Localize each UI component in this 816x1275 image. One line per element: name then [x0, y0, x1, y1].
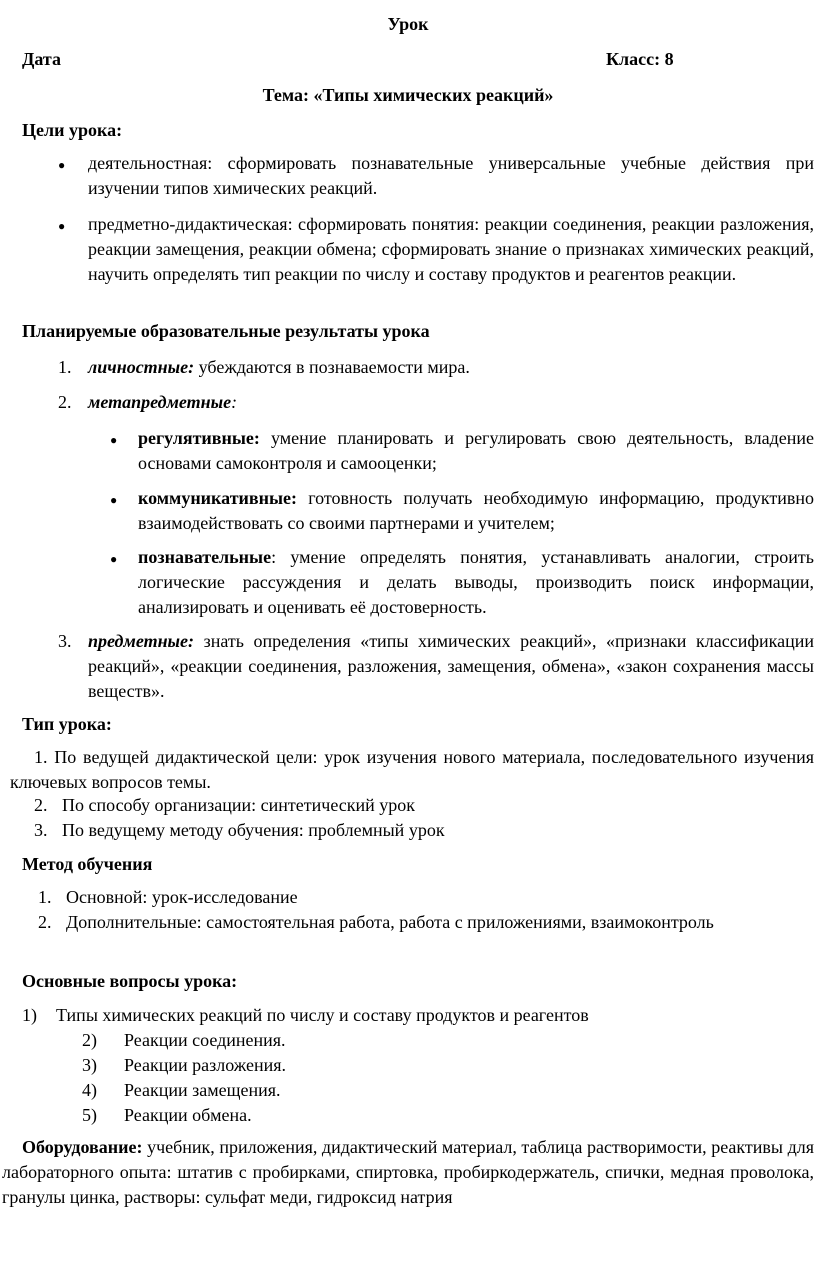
- results-personal: [88, 355, 814, 380]
- questions-num-4: 4): [82, 1080, 97, 1100]
- meta-item-cognitive: [138, 545, 814, 620]
- lesson-title: Урок: [387, 14, 429, 34]
- question-item: Реакции разложения.: [124, 1055, 286, 1075]
- lesson-type-item-3: По ведущему методу обучения: проблемный урок: [62, 820, 445, 840]
- bullet-icon: ●: [110, 552, 118, 566]
- subject-label: предметные:: [88, 631, 195, 651]
- bullet-icon: ●: [110, 493, 118, 507]
- personal-label: личностные:: [88, 357, 195, 377]
- method-num-1: 1.: [38, 887, 52, 907]
- lesson-type-item-2: По способу организации: синтетический урок: [62, 795, 416, 815]
- communicative-text: готовность получать необходимую информацию, продуктивно взаимодействовать со своими партнерами и учителем;: [138, 488, 814, 533]
- equipment-text: учебник, приложения, дидактический материал, таблица растворимости, реактивы для лабораторного опыта: штатив с пробирками, спиртовка, пробиркодержатель, спички, медная проволока, гранулы цинка, растворы: сульфат меди, гидроксид натрия: [2, 1137, 814, 1207]
- meta-item-communicative: [138, 486, 814, 536]
- goals-heading: Цели урока:: [22, 120, 123, 140]
- results-subject: [88, 629, 814, 704]
- question-item: Реакции замещения.: [124, 1080, 281, 1100]
- equipment-label: Оборудование:: [22, 1137, 143, 1157]
- results-num-2: 2.: [58, 392, 72, 412]
- question-item: Реакции обмена.: [124, 1105, 252, 1125]
- results-num-1: 1.: [58, 357, 72, 377]
- questions-num-3: 3): [82, 1055, 97, 1075]
- bullet-icon: ●: [58, 158, 66, 172]
- lesson-type-num-3: 3.: [34, 820, 48, 840]
- bullet-icon: ●: [58, 219, 66, 233]
- meta-colon: :: [231, 392, 238, 412]
- questions-num-5: 5): [82, 1105, 97, 1125]
- communicative-label: коммуникативные:: [138, 488, 298, 508]
- regulative-text: умение планировать и регулировать свою деятельность, владение основами самоконтроля и самооценки;: [138, 428, 814, 473]
- results-heading: Планируемые образовательные результаты урока: [22, 321, 430, 341]
- regulative-label: регулятивные:: [138, 428, 260, 448]
- lesson-type-heading: Тип урока:: [22, 714, 112, 734]
- questions-num-2: 2): [82, 1030, 97, 1050]
- meta-label: метапредметные: [88, 392, 232, 412]
- equipment-paragraph: [2, 1135, 814, 1210]
- method-num-2: 2.: [38, 912, 52, 932]
- cognitive-label: познавательные: [138, 547, 272, 567]
- method-item-2: Дополнительные: самостоятельная работа, работа с приложениями, взаимоконтроль: [66, 912, 714, 932]
- goal-item-activity: деятельностная: сформировать познавательные универсальные учебные действия при изучении типов химических реакций.: [88, 153, 814, 198]
- question-item: Реакции соединения.: [124, 1030, 286, 1050]
- personal-text: убеждаются в познаваемости мира.: [194, 357, 470, 377]
- results-meta: [88, 390, 237, 415]
- method-heading: Метод обучения: [22, 854, 153, 874]
- lesson-type-item-1: 1. По ведущей дидактической цели: урок изучения нового материала, последовательного изучения ключевых вопросов темы.: [10, 747, 814, 792]
- questions-main: Типы химических реакций по числу и составу продуктов и реагентов: [56, 1005, 589, 1025]
- results-num-3: 3.: [58, 631, 72, 651]
- cognitive-text: : умение определять понятия, устанавливать аналогии, строить логические рассуждения и делать выводы, производить поиск информации, анализировать и оценивать её достоверность.: [138, 547, 814, 617]
- lesson-type-num-2: 2.: [34, 795, 48, 815]
- date-label: Дата: [22, 49, 61, 69]
- bullet-icon: ●: [110, 433, 118, 447]
- goal-item-subject: предметно-дидактическая: сформировать понятия: реакции соединения, реакции разложения, реакции замещения, реакции обмена; сформировать знание о признаках химических реакций, научить определять тип реакции по числу и составу продуктов и реагентов реакции.: [88, 214, 814, 284]
- class-label: Класс: 8: [606, 49, 674, 69]
- method-item-1: Основной: урок-исследование: [66, 887, 298, 907]
- meta-item-regulative: [138, 426, 814, 476]
- questions-num-1: 1): [22, 1005, 37, 1025]
- subject-text: знать определения «типы химических реакций», «признаки классификации реакций», «реакции соединения, разложения, замещения, обмена», «закон сохранения массы веществ».: [88, 631, 814, 701]
- topic-title: Тема: «Типы химических реакций»: [262, 85, 554, 105]
- questions-heading: Основные вопросы урока:: [22, 971, 238, 991]
